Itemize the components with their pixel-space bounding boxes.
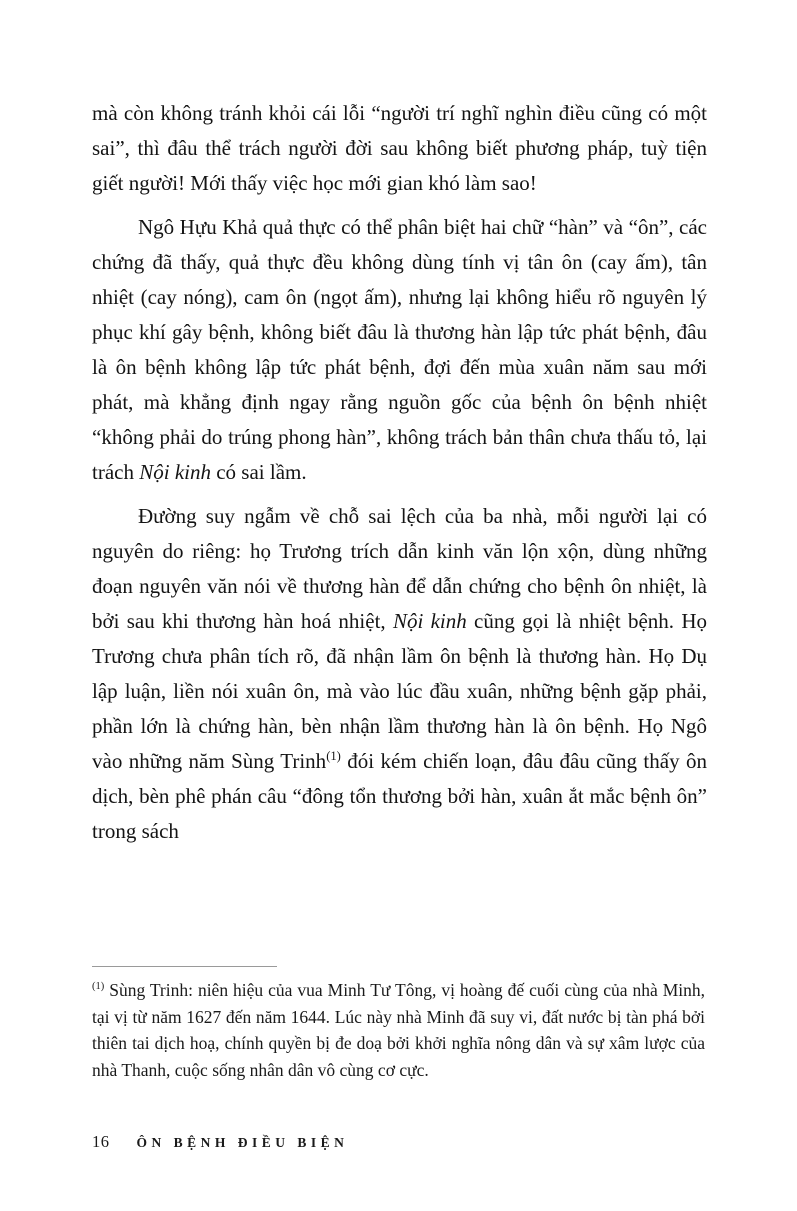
book-title-reference: Nội kinh (392, 609, 467, 633)
body-text (92, 96, 707, 858)
paragraph-3-text-b: cũng gọi là nhiệt bệnh. Họ Trương chưa phân tích rõ, đã nhận lầm ôn bệnh là thương hàn. Họ Dụ lập luận, liền nói xuân ôn, mà vào lúc đầu xuân, những bệnh gặp phải, phần lớn là chứng hàn, bèn nhận lầm thương hàn là ôn bệnh. Họ Ngô vào những năm Sùng Trinh (92, 609, 707, 773)
paragraph-1-text: mà còn không tránh khỏi cái lỗi “người trí nghĩ nghìn điều cũng có một sai”, thì đâu thể trách người đời sau không biết phương pháp, tuỳ tiện giết người! Mới thấy việc học mới gian khó làm sao! (92, 101, 707, 195)
running-title: ÔN BỆNH ĐIỀU BIỆN (136, 1135, 349, 1150)
footnote-separator (92, 966, 277, 967)
footnote-reference: (1) (326, 749, 341, 763)
page-footer (92, 1132, 348, 1152)
paragraph-3-text-a: Đường suy ngẫm về chỗ sai lệch của ba nhà, mỗi người lại có nguyên do riêng: họ Trương trích dẫn kinh văn lộn xộn, dùng những đoạn nguyên văn nói về thương hàn để dẫn chứng cho bệnh ôn nhiệt, là bởi sau khi thương hàn hoá nhiệt, (92, 504, 707, 633)
paragraph-2-text-b: có sai lầm. (210, 460, 307, 484)
footnote-marker: (1) (92, 981, 105, 993)
footnote (92, 977, 705, 1083)
paragraph-2 (92, 210, 707, 490)
paragraph-3-text-c: đói kém chiến loạn, đâu đâu cũng thấy ôn dịch, bèn phê phán câu “đông tổn thương bởi hàn, xuân ắt mắc bệnh ôn” trong sách (92, 749, 707, 843)
paragraph-2-text-a: Ngô Hựu Khả quả thực có thể phân biệt hai chữ “hàn” và “ôn”, các chứng đã thấy, quả thực đều không dùng tính vị tân ôn (cay ấm), tân nhiệt (cay nóng), cam ôn (ngọt ấm), nhưng lại không hiểu rõ nguyên lý phục khí gây bệnh, không biết đâu là thương hàn lập tức phát bệnh, đâu là ôn bệnh không lập tức phát bệnh, đợi đến mùa xuân năm sau mới phát, mà khẳng định ngay rằng nguồn gốc của bệnh ôn bệnh nhiệt “không phải do trúng phong hàn”, không trách bản thân chưa thấu tỏ, lại trách (92, 215, 707, 484)
paragraph-1 (92, 96, 707, 201)
book-title-reference: Nội kinh (139, 460, 211, 484)
page-number: 16 (92, 1132, 110, 1151)
paragraph-3 (92, 499, 707, 849)
footnote-text: Sùng Trinh: niên hiệu của vua Minh Tư Tông, vị hoàng đế cuối cùng của nhà Minh, tại vị từ năm 1627 đến năm 1644. Lúc này nhà Minh đã suy vi, đất nước bị tàn phá bởi thiên tai dịch hoạ, chính quyền bị đe doạ bởi khởi nghĩa nông dân và sự xâm lược của nhà Thanh, cuộc sống nhân dân vô cùng cơ cực. (92, 980, 705, 1080)
